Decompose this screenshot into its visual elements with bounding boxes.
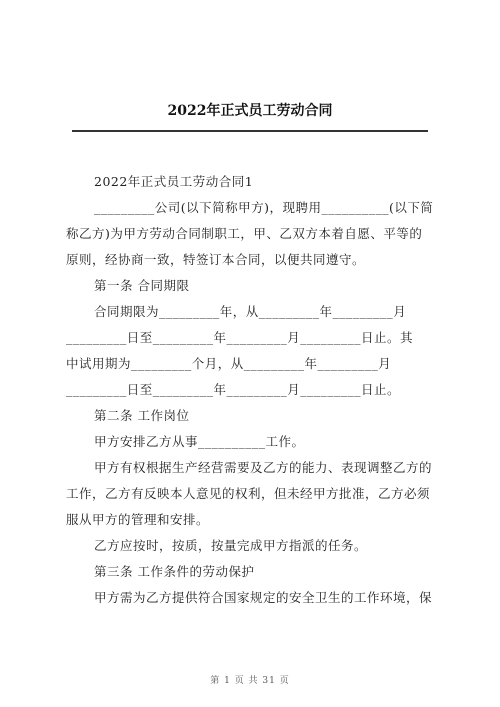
paragraph-line: 合同期限为_________年，从_________年_________月 [94,304,407,319]
contract-heading: 2022年正式员工劳动合同1 [94,174,254,189]
paragraph-line: 原则，经协商一致，特签订本合同，以便共同遵守。 [66,252,366,267]
paragraph-line: 乙方应按时，按质，按量完成甲方指派的任务。 [94,538,368,553]
paragraph-line: 服从甲方的管理和安排。 [66,512,210,527]
document-title: 2022年正式员工劳动合同 [167,103,333,119]
paragraph-line: 甲方有权根据生产经营需要及乙方的能力、表现调整乙方的 [94,460,433,475]
paragraph-line: 称乙方)为甲方劳动合同制职工，甲、乙双方本着自愿、平等的 [66,226,423,241]
paragraph-line: _________日至_________年_________月_________日止。其 [66,330,414,345]
paragraph-line: 中试用期为_________个月，从_________年_________月 [66,356,392,371]
title-divider [72,130,428,132]
page-footer: 第 1 页 共 31 页 [210,676,290,686]
paragraph-line: 甲方需为乙方提供符合国家规定的安全卫生的工作环境，保 [94,590,433,605]
paragraph-line: 甲方安排乙方从事__________工作。 [94,434,305,449]
paragraph-line: 工作，乙方有反映本人意见的权利，但未经甲方批准，乙方必须 [66,486,431,501]
paragraph-line: _________公司(以下简称甲方)，现聘用__________(以下简 [94,200,434,215]
paragraph-line: _________日至_________年_________月_________日止。 [66,382,401,397]
section-heading-2: 第二条 工作岗位 [94,408,190,423]
section-heading-3: 第三条 工作条件的劳动保护 [94,564,255,579]
section-heading-1: 第一条 合同期限 [94,278,190,293]
